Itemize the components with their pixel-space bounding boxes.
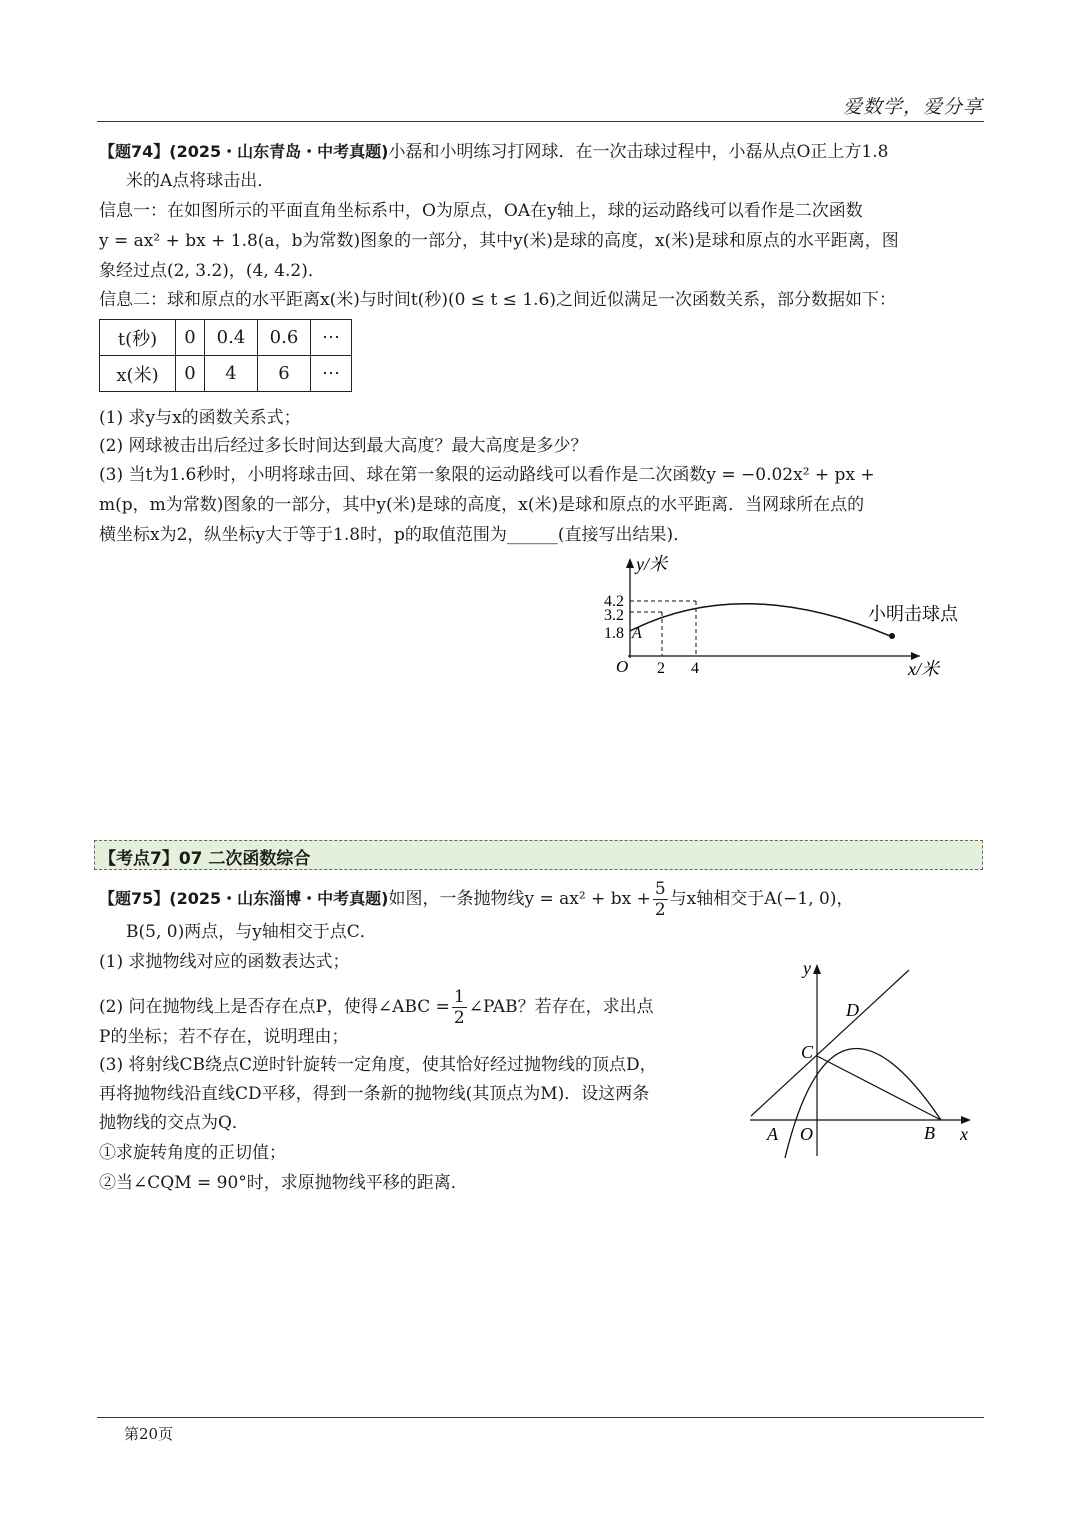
header-slogan: 爱数学，爱分享 bbox=[842, 96, 983, 118]
q75-part-2-a: (2) 问在抛物线上是否存在点P，使得∠ABC = bbox=[99, 997, 450, 1017]
q74-part-3-line2: m(p，m为常数)图象的一部分，其中y(米)是球的高度，x(米)是球和原点的水平距离．当网球所在点的 bbox=[99, 495, 865, 515]
x-axis-arrow bbox=[961, 1116, 971, 1124]
q74-data-table bbox=[99, 319, 352, 392]
table-cell: x(米) bbox=[100, 356, 176, 392]
q75-intro-b: 与x轴相交于A(−1, 0)， bbox=[669, 889, 854, 909]
q75-tag: 【题75】 bbox=[99, 889, 170, 908]
q75-part-3-line1: (3) 将射线CB绕点C逆时针旋转一定角度，使其恰好经过抛物线的顶点D， bbox=[99, 1055, 657, 1075]
q74-line-1 bbox=[99, 140, 888, 164]
q74-source: (2025・山东青岛・中考真题) bbox=[169, 142, 389, 161]
y-tick-4-2: 4.2 bbox=[604, 593, 624, 610]
x-tick-2: 2 bbox=[657, 660, 665, 677]
q75-part-2-line1 bbox=[99, 987, 654, 1028]
q74-info1-line1: 信息一：在如图所示的平面直角坐标系中，O为原点，OA在y轴上，球的运动路线可以看作是二次函数 bbox=[99, 201, 863, 221]
origin-label: O bbox=[800, 1124, 813, 1144]
q75-part-3-line3: 抛物线的交点为Q． bbox=[99, 1113, 249, 1133]
q74-info1-line2: y = ax² + bx + 1.8(a，b为常数)图象的一部分，其中y(米)是球的高度，x(米)是球和原点的水平距离，图 bbox=[99, 231, 899, 251]
q75-figure bbox=[745, 950, 980, 1165]
x-axis-label: x/米 bbox=[908, 659, 939, 679]
q74-info2: 信息二：球和原点的水平距离x(米)与时间t(秒)(0 ≤ t ≤ 1.6)之间近似满足一次函数关系，部分数据如下： bbox=[99, 290, 896, 310]
fraction-5-2 bbox=[653, 879, 668, 920]
q75-part-3-line2: 再将抛物线沿直线CD平移，得到一条新的抛物线(其顶点为M)．设这两条 bbox=[99, 1084, 650, 1104]
y-axis-arrow bbox=[626, 558, 634, 568]
q75-line-1 bbox=[99, 879, 853, 920]
q74-tag: 【题74】 bbox=[99, 142, 170, 161]
y-tick-3-2: 3.2 bbox=[604, 607, 624, 624]
q74-part-2: (2) 网球被击出后经过多长时间达到最大高度？最大高度是多少？ bbox=[99, 436, 588, 456]
q74-part-1: (1) 求y与x的函数关系式； bbox=[99, 408, 301, 428]
table-cell: ⋯ bbox=[311, 356, 352, 392]
q75-part-2-b: ∠PAB？若存在，求出点 bbox=[468, 997, 654, 1017]
table-cell: 6 bbox=[258, 356, 311, 392]
y-axis-label: y bbox=[803, 958, 811, 978]
y-axis-label: y/米 bbox=[636, 554, 667, 574]
q75-sub-2: ②当∠CQM = 90°时，求原抛物线平移的距离． bbox=[99, 1173, 468, 1193]
fraction-denominator: 2 bbox=[453, 1008, 465, 1028]
table-cell: 0 bbox=[176, 320, 205, 356]
q75-part-1: (1) 求抛物线对应的函数表达式； bbox=[99, 952, 350, 972]
line-cb bbox=[817, 1056, 941, 1120]
point-b-label: B bbox=[924, 1123, 935, 1143]
origin-label: O bbox=[616, 657, 629, 676]
hit-point-label: 小明击球点 bbox=[868, 604, 958, 624]
fraction-numerator: 1 bbox=[453, 987, 465, 1007]
q74-info1-line3: 象经过点(2, 3.2)，(4, 4.2)． bbox=[99, 261, 325, 281]
table-cell: 4 bbox=[205, 356, 258, 392]
header-divider bbox=[97, 121, 984, 122]
section-title: 【考点7】07 二次函数综合 bbox=[99, 849, 311, 869]
fraction-1-2 bbox=[452, 987, 467, 1028]
y-tick-1-8: 1.8 bbox=[604, 625, 624, 642]
q75-intro-2: B(5, 0)两点，与y轴相交于点C． bbox=[126, 922, 377, 942]
line-cd bbox=[751, 970, 909, 1116]
q75-part-2-line2: P的坐标；若不存在，说明理由； bbox=[99, 1027, 349, 1047]
q74-figure bbox=[590, 548, 970, 688]
point-d-label: D bbox=[846, 1000, 859, 1020]
table-row bbox=[100, 320, 352, 356]
fraction-denominator: 2 bbox=[654, 900, 666, 920]
point-c-label: C bbox=[801, 1042, 814, 1062]
footer-divider bbox=[97, 1417, 984, 1418]
q74-part-3-line1: (3) 当t为1.6秒时，小明将球击回、球在第一象限的运动路线可以看作是二次函数y = −0.02x² + px + bbox=[99, 465, 875, 485]
x-tick-4: 4 bbox=[691, 660, 699, 677]
y-axis-arrow bbox=[813, 964, 821, 974]
q74-intro-2: 米的A点将球击出． bbox=[126, 171, 275, 191]
hit-point-dot bbox=[889, 633, 895, 639]
point-a-label: A bbox=[767, 1124, 778, 1144]
table-cell: t(秒) bbox=[100, 320, 176, 356]
q74-intro: 小磊和小明练习打网球．在一次击球过程中，小磊从点O正上方1.8 bbox=[388, 142, 889, 162]
page-number: 第20页 bbox=[124, 1425, 174, 1443]
q75-sub-1: ①求旋转角度的正切值； bbox=[99, 1143, 286, 1163]
q74-part-3-line3: 横坐标x为2，纵坐标y大于等于1.8时，p的取值范围为______(直接写出结果)． bbox=[99, 525, 691, 545]
table-cell: 0.4 bbox=[205, 320, 258, 356]
ball-trajectory-curve bbox=[630, 604, 890, 636]
q75-intro-a: 如图，一条抛物线y = ax² + bx + bbox=[388, 889, 651, 909]
x-axis-label: x bbox=[960, 1124, 968, 1144]
table-cell: 0.6 bbox=[258, 320, 311, 356]
point-a-label: A bbox=[632, 625, 642, 642]
fraction-numerator: 5 bbox=[654, 879, 666, 899]
table-row bbox=[100, 356, 352, 392]
table-cell: 0 bbox=[176, 356, 205, 392]
q75-source: (2025・山东淄博・中考真题) bbox=[169, 889, 389, 908]
table-cell: ⋯ bbox=[311, 320, 352, 356]
